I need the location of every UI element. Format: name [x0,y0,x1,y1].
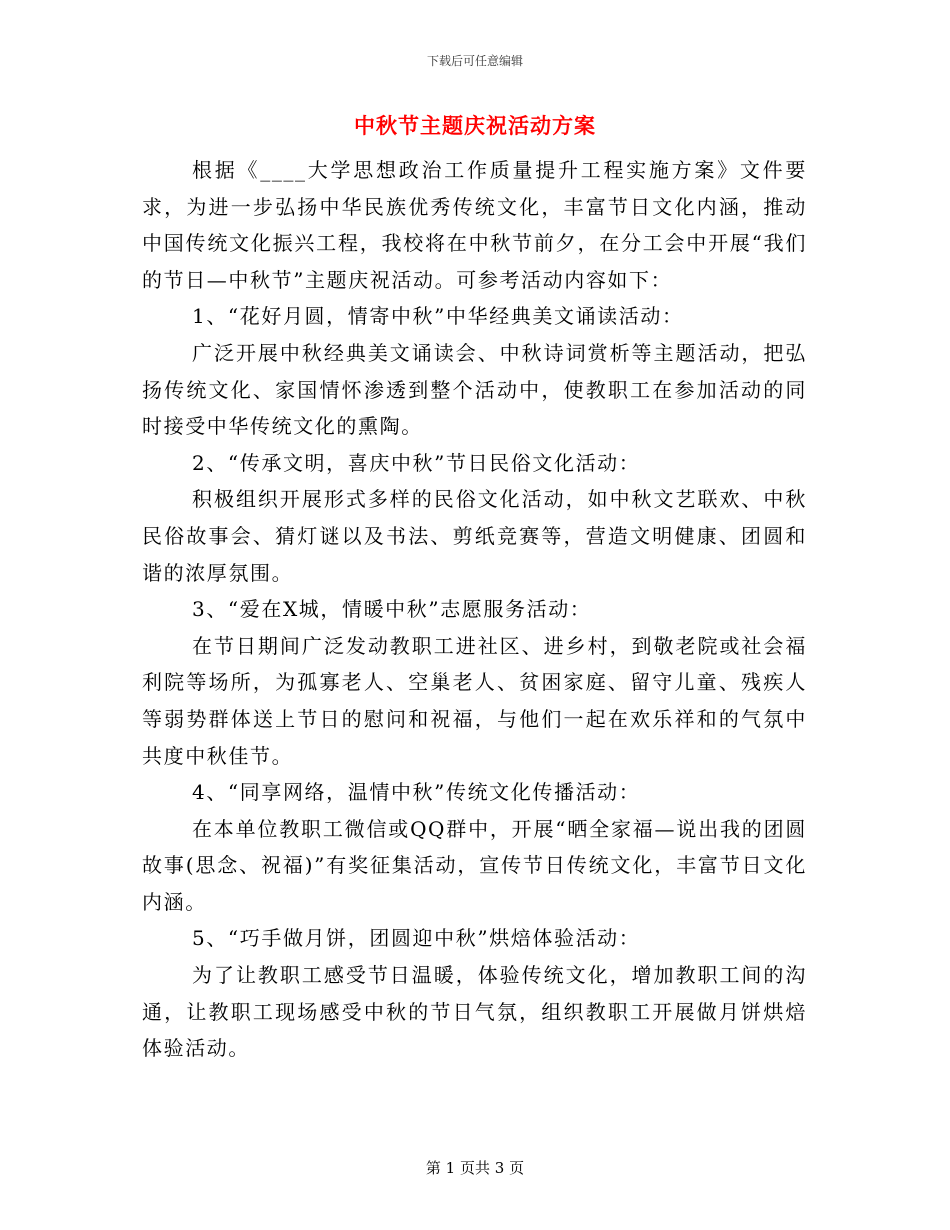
section-heading: 3、“爱在X城，情暖中秋”志愿服务活动： [192,597,592,622]
page-number: 第 1 页共 3 页 [425,1159,525,1177]
section-paragraph: 为了让教职工感受节日温暖，体验传统文化，增加教职工间的沟通，让教职工现场感受中秋的节日气氛，组织教职工开展做月饼烘焙体验活动。 [142,963,807,1061]
intro-paragraph: 根据《____大学思想政治工作质量提升工程实施方案》文件要求，为进一步弘扬中华民族优秀传统文化，丰富节日文化内涵，推动中国传统文化振兴工程，我校将在中秋节前夕，在分工会中开展“我们的节日—中秋节”主题庆祝活动。可参考活动内容如下： [142,158,807,292]
document-body [142,152,807,1067]
section-paragraph: 广泛开展中秋经典美文诵读会、中秋诗词赏析等主题活动，把弘扬传统文化、家国情怀渗透到整个活动中，使教职工在参加活动的同时接受中华传统文化的熏陶。 [142,340,807,439]
section-heading: 5、“巧手做月饼，团圆迎中秋”烘焙体验活动： [192,926,641,951]
section-heading: 4、“同享网络，温情中秋”传统文化传播活动： [192,780,641,805]
section-paragraph: 在本单位教职工微信或QQ群中，开展“晒全家福—说出我的团圆故事(思念、祝福)”有奖征集活动，宣传节日传统文化，丰富节日文化内涵。 [142,816,807,914]
page-header-note: 下载后可任意编辑 [426,54,523,68]
section-paragraph: 在节日期间广泛发动教职工进社区、进乡村，到敬老院或社会福利院等场所，为孤寡老人、空巢老人、贫困家庭、留守儿童、残疾人等弱势群体送上节日的慰问和祝福，与他们一起在欢乐祥和的气氛中共度中秋佳节。 [142,633,807,768]
section-heading: 2、“传承文明，喜庆中秋”节日民俗文化活动： [192,450,641,475]
section-heading: 1、“花好月圆，情寄中秋”中华经典美文诵读活动： [192,304,684,329]
page-title: 中秋节主题庆祝活动方案 [354,113,596,138]
section-paragraph: 积极组织开展形式多样的民俗文化活动，如中秋文艺联欢、中秋民俗故事会、猜灯谜以及书法、剪纸竞赛等，营造文明健康、团圆和谐的浓厚氛围。 [142,487,807,585]
